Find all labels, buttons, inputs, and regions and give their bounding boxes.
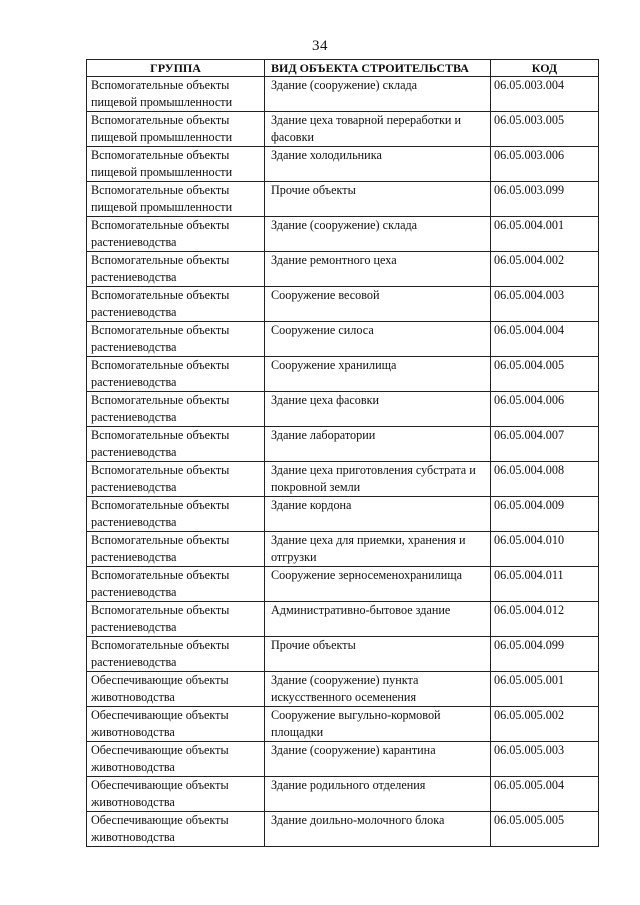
table-row	[87, 427, 599, 462]
object-type-cell: Здание (сооружение) склада	[265, 77, 491, 112]
table-row	[87, 637, 599, 672]
table-row	[87, 77, 599, 112]
object-type-cell: Сооружение зерносеменохранилища	[265, 567, 491, 602]
group-cell: Вспомогательные объекты растениеводства	[87, 392, 265, 427]
group-cell: Вспомогательные объекты пищевой промышленности	[87, 147, 265, 182]
code-cell: 06.05.005.004	[491, 777, 599, 812]
object-type-cell: Здание цеха для приемки, хранения и отгрузки	[265, 532, 491, 567]
code-cell: 06.05.004.099	[491, 637, 599, 672]
column-header-object-type: ВИД ОБЪЕКТА СТРОИТЕЛЬСТВА	[265, 60, 491, 77]
code-cell: 06.05.004.008	[491, 462, 599, 497]
object-type-cell: Здание (сооружение) склада	[265, 217, 491, 252]
code-cell: 06.05.004.005	[491, 357, 599, 392]
table-row	[87, 252, 599, 287]
code-cell: 06.05.003.005	[491, 112, 599, 147]
column-header-code: КОД	[491, 60, 599, 77]
code-cell: 06.05.005.002	[491, 707, 599, 742]
table-row	[87, 707, 599, 742]
group-cell: Обеспечивающие объекты животноводства	[87, 812, 265, 847]
code-cell: 06.05.004.001	[491, 217, 599, 252]
code-cell: 06.05.004.004	[491, 322, 599, 357]
code-cell: 06.05.003.099	[491, 182, 599, 217]
code-cell: 06.05.004.006	[491, 392, 599, 427]
object-type-cell: Прочие объекты	[265, 637, 491, 672]
code-cell: 06.05.004.003	[491, 287, 599, 322]
group-cell: Вспомогательные объекты растениеводства	[87, 567, 265, 602]
group-cell: Вспомогательные объекты пищевой промышленности	[87, 182, 265, 217]
object-type-cell: Прочие объекты	[265, 182, 491, 217]
table-row	[87, 742, 599, 777]
column-header-group: ГРУППА	[87, 60, 265, 77]
group-cell: Вспомогательные объекты растениеводства	[87, 462, 265, 497]
code-cell: 06.05.004.002	[491, 252, 599, 287]
object-type-cell: Здание доильно-молочного блока	[265, 812, 491, 847]
object-type-cell: Здание кордона	[265, 497, 491, 532]
code-cell: 06.05.004.012	[491, 602, 599, 637]
group-cell: Обеспечивающие объекты животноводства	[87, 742, 265, 777]
object-type-cell: Здание (сооружение) карантина	[265, 742, 491, 777]
code-cell: 06.05.004.011	[491, 567, 599, 602]
group-cell: Обеспечивающие объекты животноводства	[87, 777, 265, 812]
table-row	[87, 182, 599, 217]
table-row	[87, 287, 599, 322]
object-type-cell: Здание цеха товарной переработки и фасовки	[265, 112, 491, 147]
object-type-cell: Административно-бытовое здание	[265, 602, 491, 637]
group-cell: Вспомогательные объекты пищевой промышленности	[87, 112, 265, 147]
group-cell: Вспомогательные объекты растениеводства	[87, 252, 265, 287]
code-cell: 06.05.005.003	[491, 742, 599, 777]
group-cell: Вспомогательные объекты растениеводства	[87, 217, 265, 252]
object-type-cell: Сооружение хранилища	[265, 357, 491, 392]
group-cell: Обеспечивающие объекты животноводства	[87, 707, 265, 742]
group-cell: Вспомогательные объекты растениеводства	[87, 287, 265, 322]
table-row	[87, 812, 599, 847]
header-row	[87, 60, 599, 77]
page-number: 34	[312, 38, 328, 54]
table-row	[87, 322, 599, 357]
table-row	[87, 392, 599, 427]
group-cell: Вспомогательные объекты растениеводства	[87, 322, 265, 357]
code-cell: 06.05.003.004	[491, 77, 599, 112]
object-type-cell: Здание ремонтного цеха	[265, 252, 491, 287]
table-body	[87, 77, 599, 847]
object-type-cell: Здание лаборатории	[265, 427, 491, 462]
object-type-cell: Здание (сооружение) пункта искусственного осеменения	[265, 672, 491, 707]
table-row	[87, 357, 599, 392]
object-type-cell: Сооружение выгульно-кормовой площадки	[265, 707, 491, 742]
code-cell: 06.05.004.007	[491, 427, 599, 462]
table-row	[87, 112, 599, 147]
group-cell: Вспомогательные объекты растениеводства	[87, 637, 265, 672]
group-cell: Вспомогательные объекты растениеводства	[87, 357, 265, 392]
object-type-cell: Здание холодильника	[265, 147, 491, 182]
group-cell: Вспомогательные объекты растениеводства	[87, 602, 265, 637]
table-row	[87, 567, 599, 602]
object-type-cell: Здание родильного отделения	[265, 777, 491, 812]
code-cell: 06.05.003.006	[491, 147, 599, 182]
table-row	[87, 602, 599, 637]
table-row	[87, 777, 599, 812]
table-row	[87, 462, 599, 497]
table-row	[87, 147, 599, 182]
code-cell: 06.05.005.001	[491, 672, 599, 707]
table-row	[87, 217, 599, 252]
code-cell: 06.05.005.005	[491, 812, 599, 847]
group-cell: Вспомогательные объекты растениеводства	[87, 532, 265, 567]
object-type-cell: Сооружение весовой	[265, 287, 491, 322]
table-row	[87, 672, 599, 707]
table-row	[87, 497, 599, 532]
group-cell: Обеспечивающие объекты животноводства	[87, 672, 265, 707]
group-cell: Вспомогательные объекты растениеводства	[87, 497, 265, 532]
code-cell: 06.05.004.009	[491, 497, 599, 532]
object-type-cell: Здание цеха фасовки	[265, 392, 491, 427]
object-classification-table	[86, 59, 599, 847]
object-type-cell: Здание цеха приготовления субстрата и покровной земли	[265, 462, 491, 497]
object-type-cell: Сооружение силоса	[265, 322, 491, 357]
table-header	[87, 60, 599, 77]
group-cell: Вспомогательные объекты растениеводства	[87, 427, 265, 462]
code-cell: 06.05.004.010	[491, 532, 599, 567]
group-cell: Вспомогательные объекты пищевой промышленности	[87, 77, 265, 112]
table-row	[87, 532, 599, 567]
